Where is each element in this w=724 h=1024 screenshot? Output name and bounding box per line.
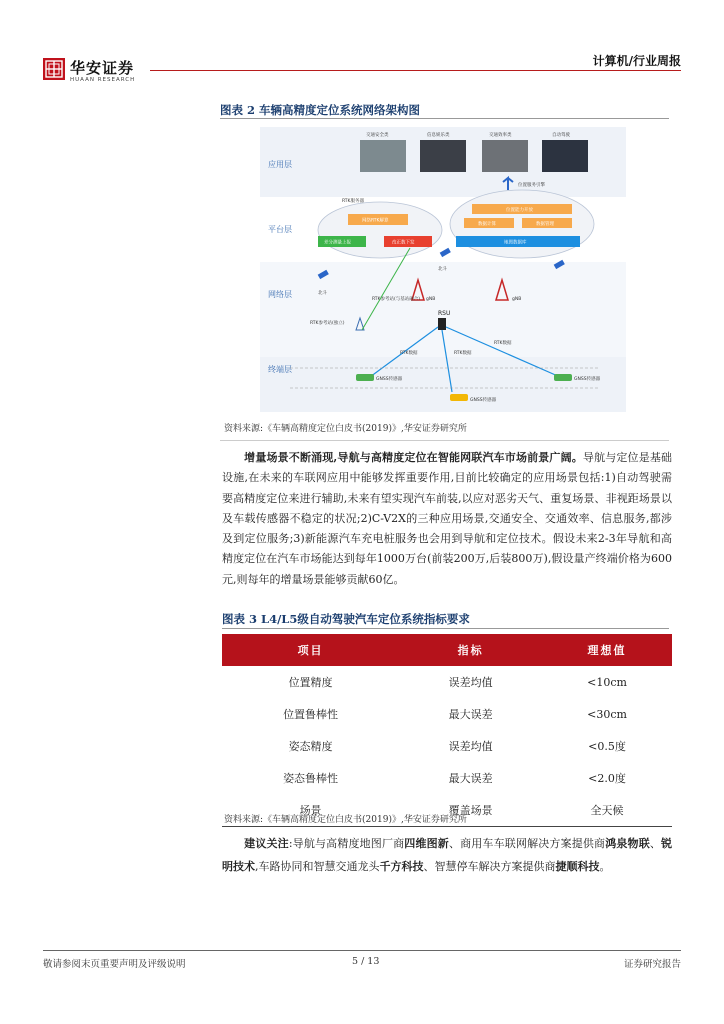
table-cell: 最大误差	[448, 708, 493, 721]
rtk-box-label: 网络RTK解算	[362, 218, 389, 224]
app-image-traffic-efficiency	[482, 140, 528, 172]
network-architecture-diagram	[260, 122, 626, 412]
layer-label: 平台层	[268, 225, 292, 234]
beidou-label: 北斗	[318, 291, 327, 296]
recommended-stock: 鸿泉物联	[605, 837, 650, 850]
table-cell: <2.0度	[588, 772, 626, 785]
app-label: 自动驾驶	[552, 133, 570, 138]
recommendation-label: 建议关注	[244, 837, 289, 850]
table-cell: 误差均值	[448, 740, 493, 753]
app-label: 信息娱乐类	[427, 133, 450, 138]
table-cell: 误差均值	[448, 676, 493, 689]
recommended-stock: 四维图新	[404, 837, 449, 850]
table-header-row	[222, 634, 672, 666]
app-image-traffic-safety	[360, 140, 406, 172]
table-cell: <30cm	[587, 707, 627, 721]
table-cell: 覆盖场景	[399, 794, 542, 827]
recommendation-text: 、	[649, 837, 662, 850]
figure-2-source: 资料来源:《车辆高精度定位白皮书(2019)》,华安证券研究所	[224, 424, 467, 434]
rtk-data-label: RTK数据	[454, 351, 472, 356]
header-divider	[150, 70, 681, 71]
app-image-infotainment	[420, 140, 466, 172]
rtk-server-cloud	[318, 202, 442, 258]
recommendation-text: ,车路协同和智慧交通龙头	[255, 860, 380, 873]
rtk-box-label: 差分测量上报	[324, 240, 351, 246]
logo-icon	[43, 58, 65, 80]
table-cell: 姿态鲁棒性	[283, 772, 339, 785]
figure-2-title: 图表 2 车辆高精度定位系统网络架构图	[220, 103, 421, 117]
platform-box-label: 地图数据库	[504, 240, 527, 246]
footer-disclaimer: 敬请参阅末页重要声明及评级说明	[43, 959, 186, 970]
layer-label: 应用层	[268, 160, 292, 169]
table-cell: 场景	[222, 794, 399, 827]
gnb-label: gNB	[512, 297, 522, 302]
table-row	[222, 698, 672, 730]
app-label: 交通效率类	[489, 133, 512, 138]
terminal-layer-band	[260, 357, 626, 412]
table-row	[222, 730, 672, 762]
recommendation-text: 。	[599, 860, 611, 873]
base-station-label: RTK参考站(独立)	[310, 321, 345, 326]
footer-report-type: 证券研究报告	[623, 959, 681, 970]
table-cell: <10cm	[587, 675, 627, 689]
recommended-stock: 捷顺科技	[555, 860, 600, 873]
gnss-label: GNSS传感器	[470, 398, 497, 403]
column-header: 项目	[222, 634, 399, 666]
figure-2-divider	[220, 118, 669, 119]
gnb-label: gNB	[426, 297, 436, 302]
car-icon	[554, 374, 572, 381]
table-row	[222, 666, 672, 698]
figure-2-source-divider	[220, 440, 669, 441]
app-label: 交通安全类	[366, 133, 389, 138]
figure-3-title: 图表 3 L4/L5级自动驾驶汽车定位系统指标要求	[222, 612, 470, 626]
gnss-label: GNSS传感器	[376, 377, 403, 382]
paragraph-lead: 增量场景不断涌现,导航与高精度定位在智能网联汽车市场前景广阔。	[244, 451, 583, 464]
table-cell: 位置鲁棒性	[283, 708, 339, 721]
recommendation-text: :导航与高精度地图厂商	[288, 837, 405, 850]
footer-divider	[43, 950, 681, 951]
platform-box-label: 数据计算	[478, 222, 496, 227]
logo-subtext: HUAAN RESEARCH	[70, 77, 136, 83]
layer-label: 网络层	[268, 290, 292, 299]
platform-box-label: 数据管理	[536, 222, 554, 227]
table-cell: 位置精度	[288, 676, 333, 689]
market-paragraph	[222, 448, 672, 590]
gnss-label: GNSS传感器	[574, 377, 601, 382]
rtk-box-label: 改正数下发	[392, 240, 415, 246]
table-cell: 全天候	[542, 794, 672, 827]
recommendation-paragraph	[222, 832, 672, 878]
table-cell: 最大误差	[448, 772, 493, 785]
table-cell: <0.5度	[588, 740, 626, 753]
engine-label: 位置服务引擎	[518, 183, 545, 188]
logo-text: 华安证券	[70, 59, 135, 77]
platform-box-label: 位置能力开放	[506, 208, 533, 213]
table-cell: 姿态精度	[288, 740, 333, 753]
car-icon	[450, 394, 468, 401]
paragraph-body: 导航与定位是基础设施,在未来的车联网应用中能够发挥重要作用,目前比较确定的应用场景包括:1)自动驾驶需要高精度定位来进行辅助,未来有望实现汽车前装,以应对恶劣天气、重复场景、非视距场景以及车载传感器不稳定的状况;2)C-V2X的三种应用场景,交通安全、交通效率、信息服务,都涉及到定位服务;3)新能源汽车充电桩服务也会用到导航和定位技术。假设未来2-3年导航和高精度定位在汽车市场能达到每年1000万台(前装200万,后装800万),假设量产终端价格为600元,则每年的增量场景能够贡献60亿。	[222, 451, 673, 586]
figure-3-source: 资料来源:《车辆高精度定位白皮书(2019)》,华安证券研究所	[224, 815, 467, 825]
base-station-label: RTK参考站(与基站融合)	[372, 297, 421, 302]
column-header: 指标	[399, 634, 542, 666]
recommendation-text: 、智慧停车解决方案提供商	[423, 860, 556, 873]
table-row	[222, 762, 672, 794]
car-icon	[356, 374, 374, 381]
layer-label: 终端层	[268, 365, 292, 374]
app-image-autonomous-driving	[542, 140, 588, 172]
positioning-spec-table	[222, 634, 672, 827]
recommendation-text: 、商用车车联网解决方案提供商	[448, 837, 606, 850]
recommended-stock: 锐明技术	[222, 837, 673, 873]
column-header: 理想值	[542, 634, 672, 666]
figure-3-divider	[222, 628, 669, 629]
rsu-icon	[438, 318, 446, 330]
recommended-stock: 千方科技	[379, 860, 424, 873]
rtk-server-label: RTK服务器	[342, 199, 364, 204]
rtk-data-label: RTK数据	[494, 341, 512, 346]
rsu-label: RSU	[438, 310, 451, 317]
page-number: 5 / 13	[352, 956, 380, 967]
rtk-data-label: RTK数据	[400, 351, 418, 356]
beidou-label: 北斗	[438, 267, 447, 272]
report-section-label: 计算机/行业周报	[592, 54, 681, 68]
